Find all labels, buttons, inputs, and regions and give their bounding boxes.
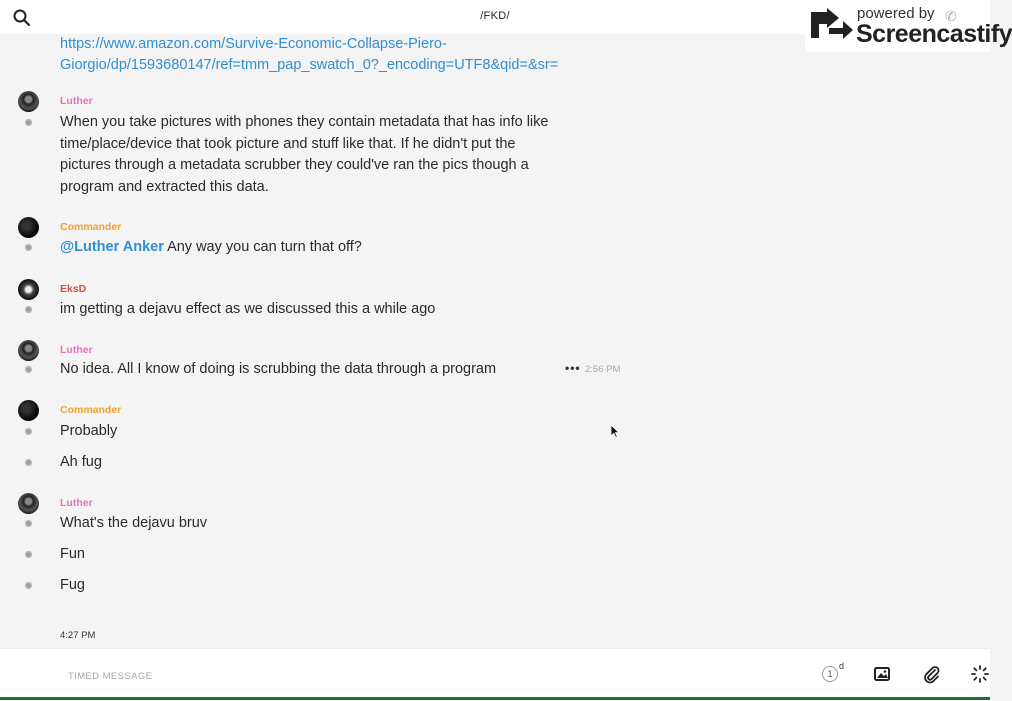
message-link[interactable]: https://www.amazon.com/Survive-Economic-Collapse-Piero-Giorgio/dp/1593680147/ref=tmm_pap_swatch_0?_encoding=UTF8&qid=&sr=	[60, 36, 559, 73]
message-list	[0, 34, 990, 648]
footer-timestamp: 4:27 PM	[60, 630, 96, 641]
message-author[interactable]: Commander	[60, 221, 122, 233]
message-author[interactable]: EksD	[60, 283, 87, 295]
image-icon[interactable]	[872, 664, 892, 684]
message-author[interactable]: Luther	[60, 95, 93, 107]
avatar[interactable]	[18, 493, 39, 514]
message-more-button[interactable]: •••	[565, 361, 581, 375]
message-text: What's the dejavu bruv	[60, 515, 208, 531]
message-status-dot	[25, 119, 32, 126]
message-status-dot	[25, 428, 32, 435]
channel-title: /FKD/	[480, 10, 510, 22]
message-text: No idea. All I know of doing is scrubbing the data through a program	[60, 361, 497, 377]
message-text	[60, 237, 560, 259]
avatar[interactable]	[18, 279, 39, 300]
message-text: Ah fug	[60, 454, 102, 470]
message-status-dot	[25, 244, 32, 251]
bottom-border	[0, 697, 990, 700]
message-text: When you take pictures with phones they contain metadata that has info like time/place/device that took picture and stuff like that. If he didn't put the pictures through a metadata scrubber they could've ran the pics though a program and extracted this data.	[60, 114, 549, 195]
message-text: Probably	[60, 423, 118, 439]
timer-value: 1	[822, 666, 838, 682]
phone-icon[interactable]: ✆	[945, 8, 957, 24]
message-status-dot	[25, 582, 32, 589]
loading-spinner-icon[interactable]	[970, 664, 990, 684]
watermark-brand-text: Screencastify	[856, 20, 1012, 48]
avatar[interactable]	[18, 217, 39, 238]
message-status-dot	[25, 551, 32, 558]
message-timestamp: 2:56 PM	[585, 364, 621, 375]
message-text: im getting a dejavu effect as we discussed this a while ago	[60, 301, 436, 317]
avatar[interactable]	[18, 340, 39, 361]
message-author[interactable]: Luther	[60, 497, 93, 509]
paperclip-icon[interactable]	[921, 664, 941, 684]
message-text: Fug	[60, 577, 85, 593]
message-author[interactable]: Commander	[60, 404, 122, 416]
mouse-cursor-icon	[610, 424, 620, 438]
message-text: Fun	[60, 546, 85, 562]
message-status-dot	[25, 306, 32, 313]
avatar[interactable]	[18, 91, 39, 112]
message-text-body: Any way you can turn that off?	[163, 239, 362, 255]
avatar[interactable]	[18, 400, 39, 421]
timer-button[interactable]	[822, 661, 846, 684]
message-status-dot	[25, 366, 32, 373]
message-status-dot	[25, 459, 32, 466]
message-author[interactable]: Luther	[60, 344, 93, 356]
watermark-powered-text: powered by	[857, 5, 935, 22]
user-mention[interactable]: @Luther Anker	[60, 239, 164, 255]
message-status-dot	[25, 520, 32, 527]
timer-unit: d	[839, 661, 845, 671]
timed-message-input[interactable]	[66, 666, 670, 686]
